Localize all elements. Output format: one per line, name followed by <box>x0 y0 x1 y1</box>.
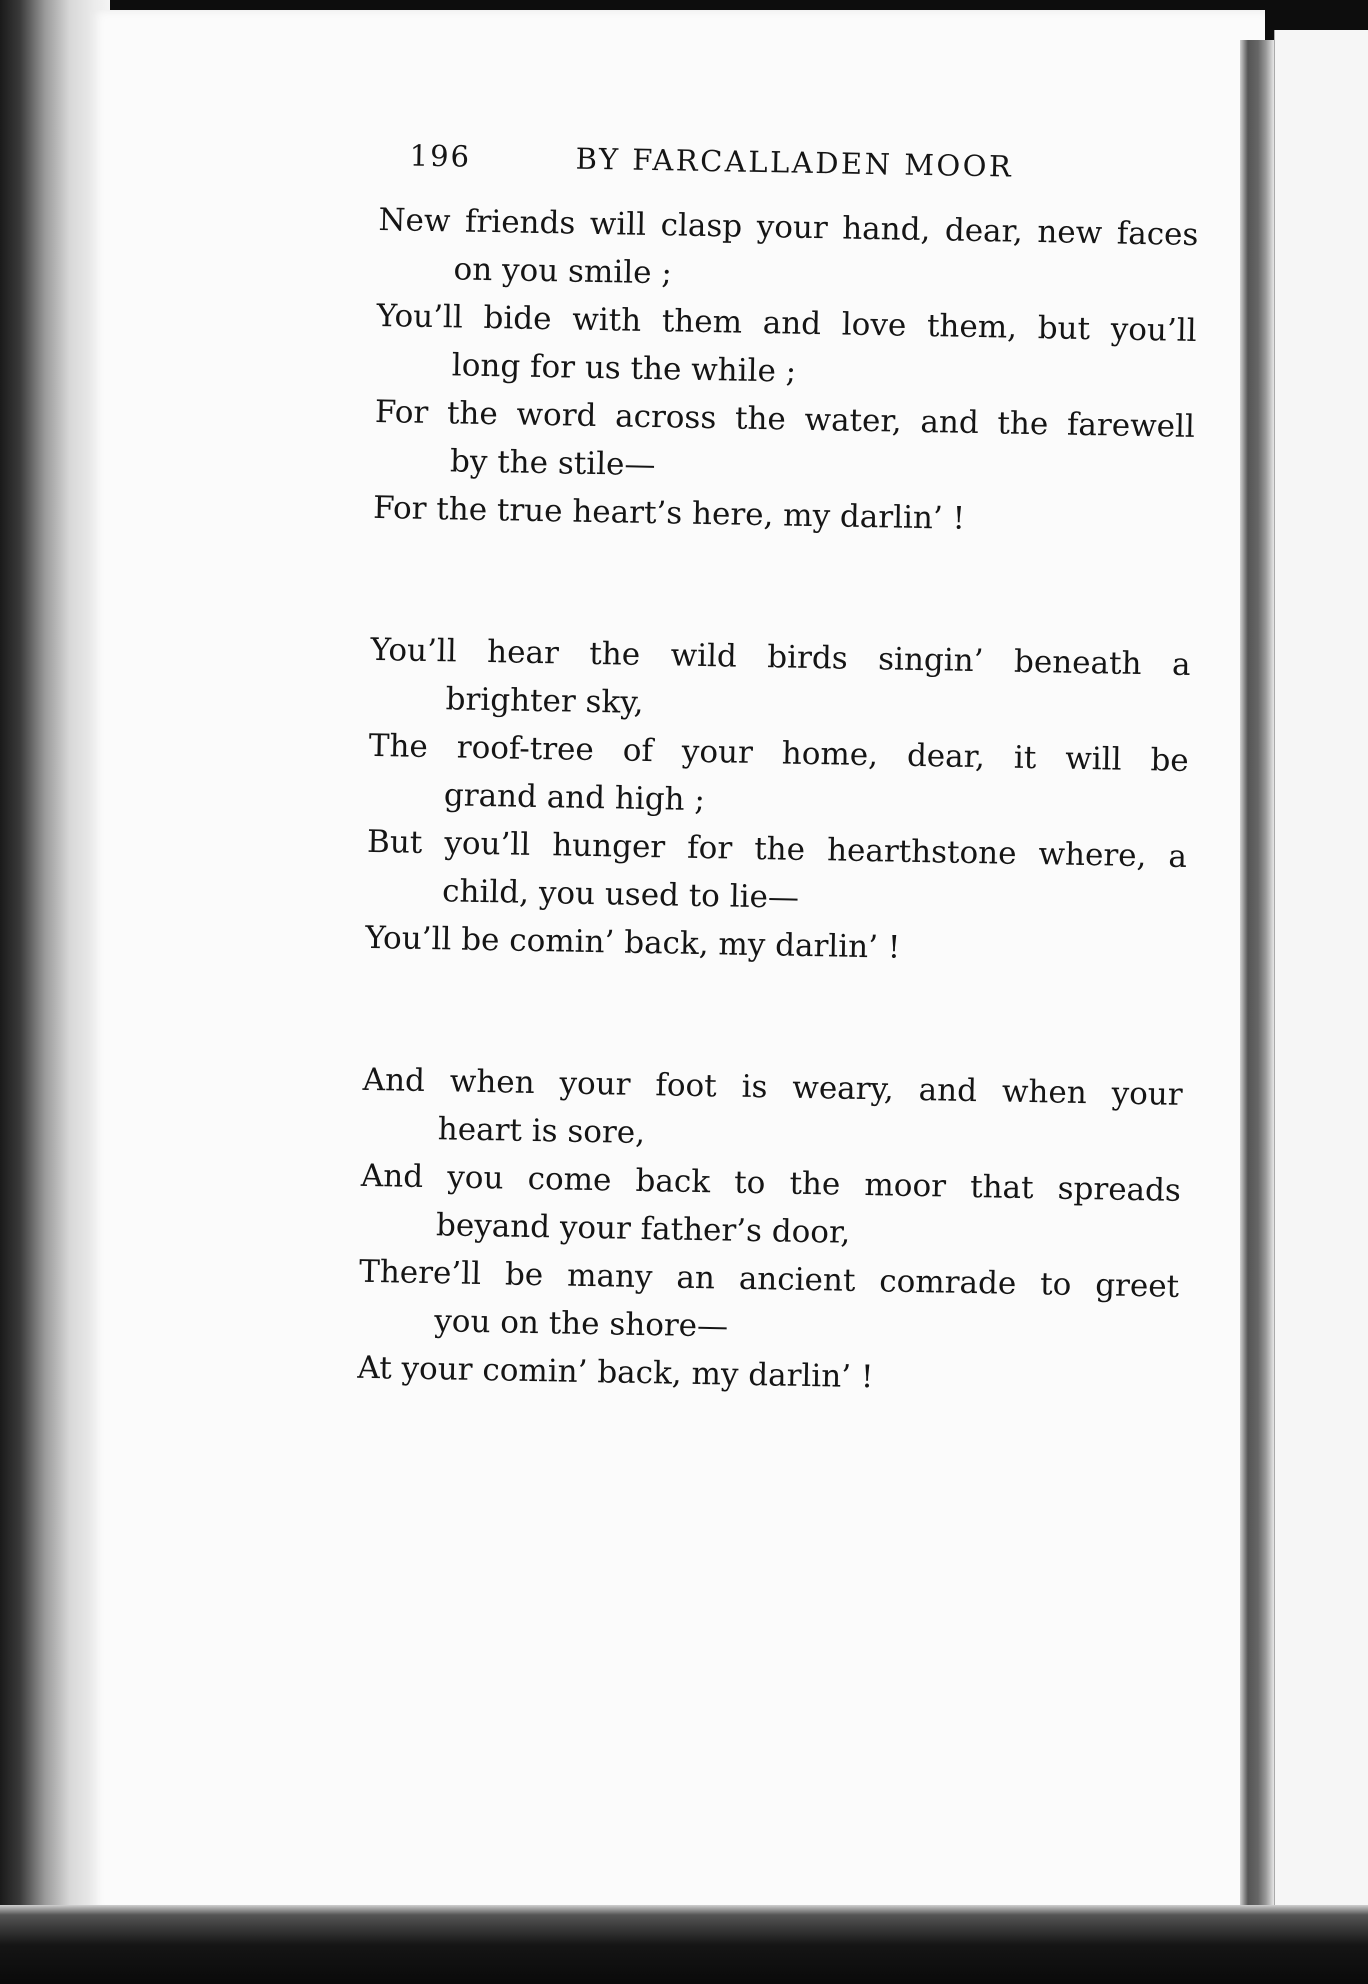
verse-line-continuation: child, you used to lie— <box>441 873 800 916</box>
verse-line: You’ll hear the wild birds singin’ beneath a <box>370 631 1191 683</box>
book-bottom-edge <box>0 1905 1368 1984</box>
verse-line-continuation: long for us the while ; <box>451 347 797 390</box>
stanza-3 <box>357 1056 1183 1407</box>
page-text <box>357 138 1200 1407</box>
verse-line-continuation: grand and high ; <box>443 777 706 819</box>
verse-line: And when your foot is weary, and when your <box>362 1061 1183 1113</box>
verse-line-continuation: brighter sky, <box>445 681 644 721</box>
running-title: BY FARCALLADEN MOOR <box>575 141 1014 184</box>
verse-line-continuation: by the stile— <box>449 443 656 484</box>
verse-line: For the word across the water, and the farewell <box>374 393 1196 445</box>
verse-line: The roof-tree of your home, dear, it will be <box>368 727 1190 779</box>
verse-line: You’ll bide with them and love them, but you’ll <box>376 297 1197 349</box>
verse-line-continuation: you on the shore— <box>433 1303 729 1345</box>
verse-line-refrain: You’ll be comin’ back, my darlin’ ! <box>365 919 901 966</box>
verse-line: But you’ll hunger for the hearthstone where, a <box>366 823 1188 875</box>
verse-line: There’ll be many an ancient comrade to greet <box>358 1253 1180 1305</box>
stanza-2 <box>365 626 1191 977</box>
verse-line-continuation: on you smile ; <box>453 251 673 292</box>
verse-line-continuation: beyand your father’s door, <box>435 1207 851 1251</box>
stanza-1 <box>373 196 1199 547</box>
verse-line: And you come back to the moor that spreads <box>360 1157 1182 1209</box>
adjacent-page-strip <box>1274 30 1368 1930</box>
book-right-edge <box>1240 40 1274 1930</box>
verse-line: New friends will clasp your hand, dear, new faces <box>378 201 1199 254</box>
verse-line-refrain: For the true heart’s here, my darlin’ ! <box>372 489 966 537</box>
verse-line-refrain: At your comin’ back, my darlin’ ! <box>357 1349 874 1396</box>
verse-line-continuation: heart is sore, <box>437 1111 646 1152</box>
page-number: 196 <box>409 138 472 174</box>
